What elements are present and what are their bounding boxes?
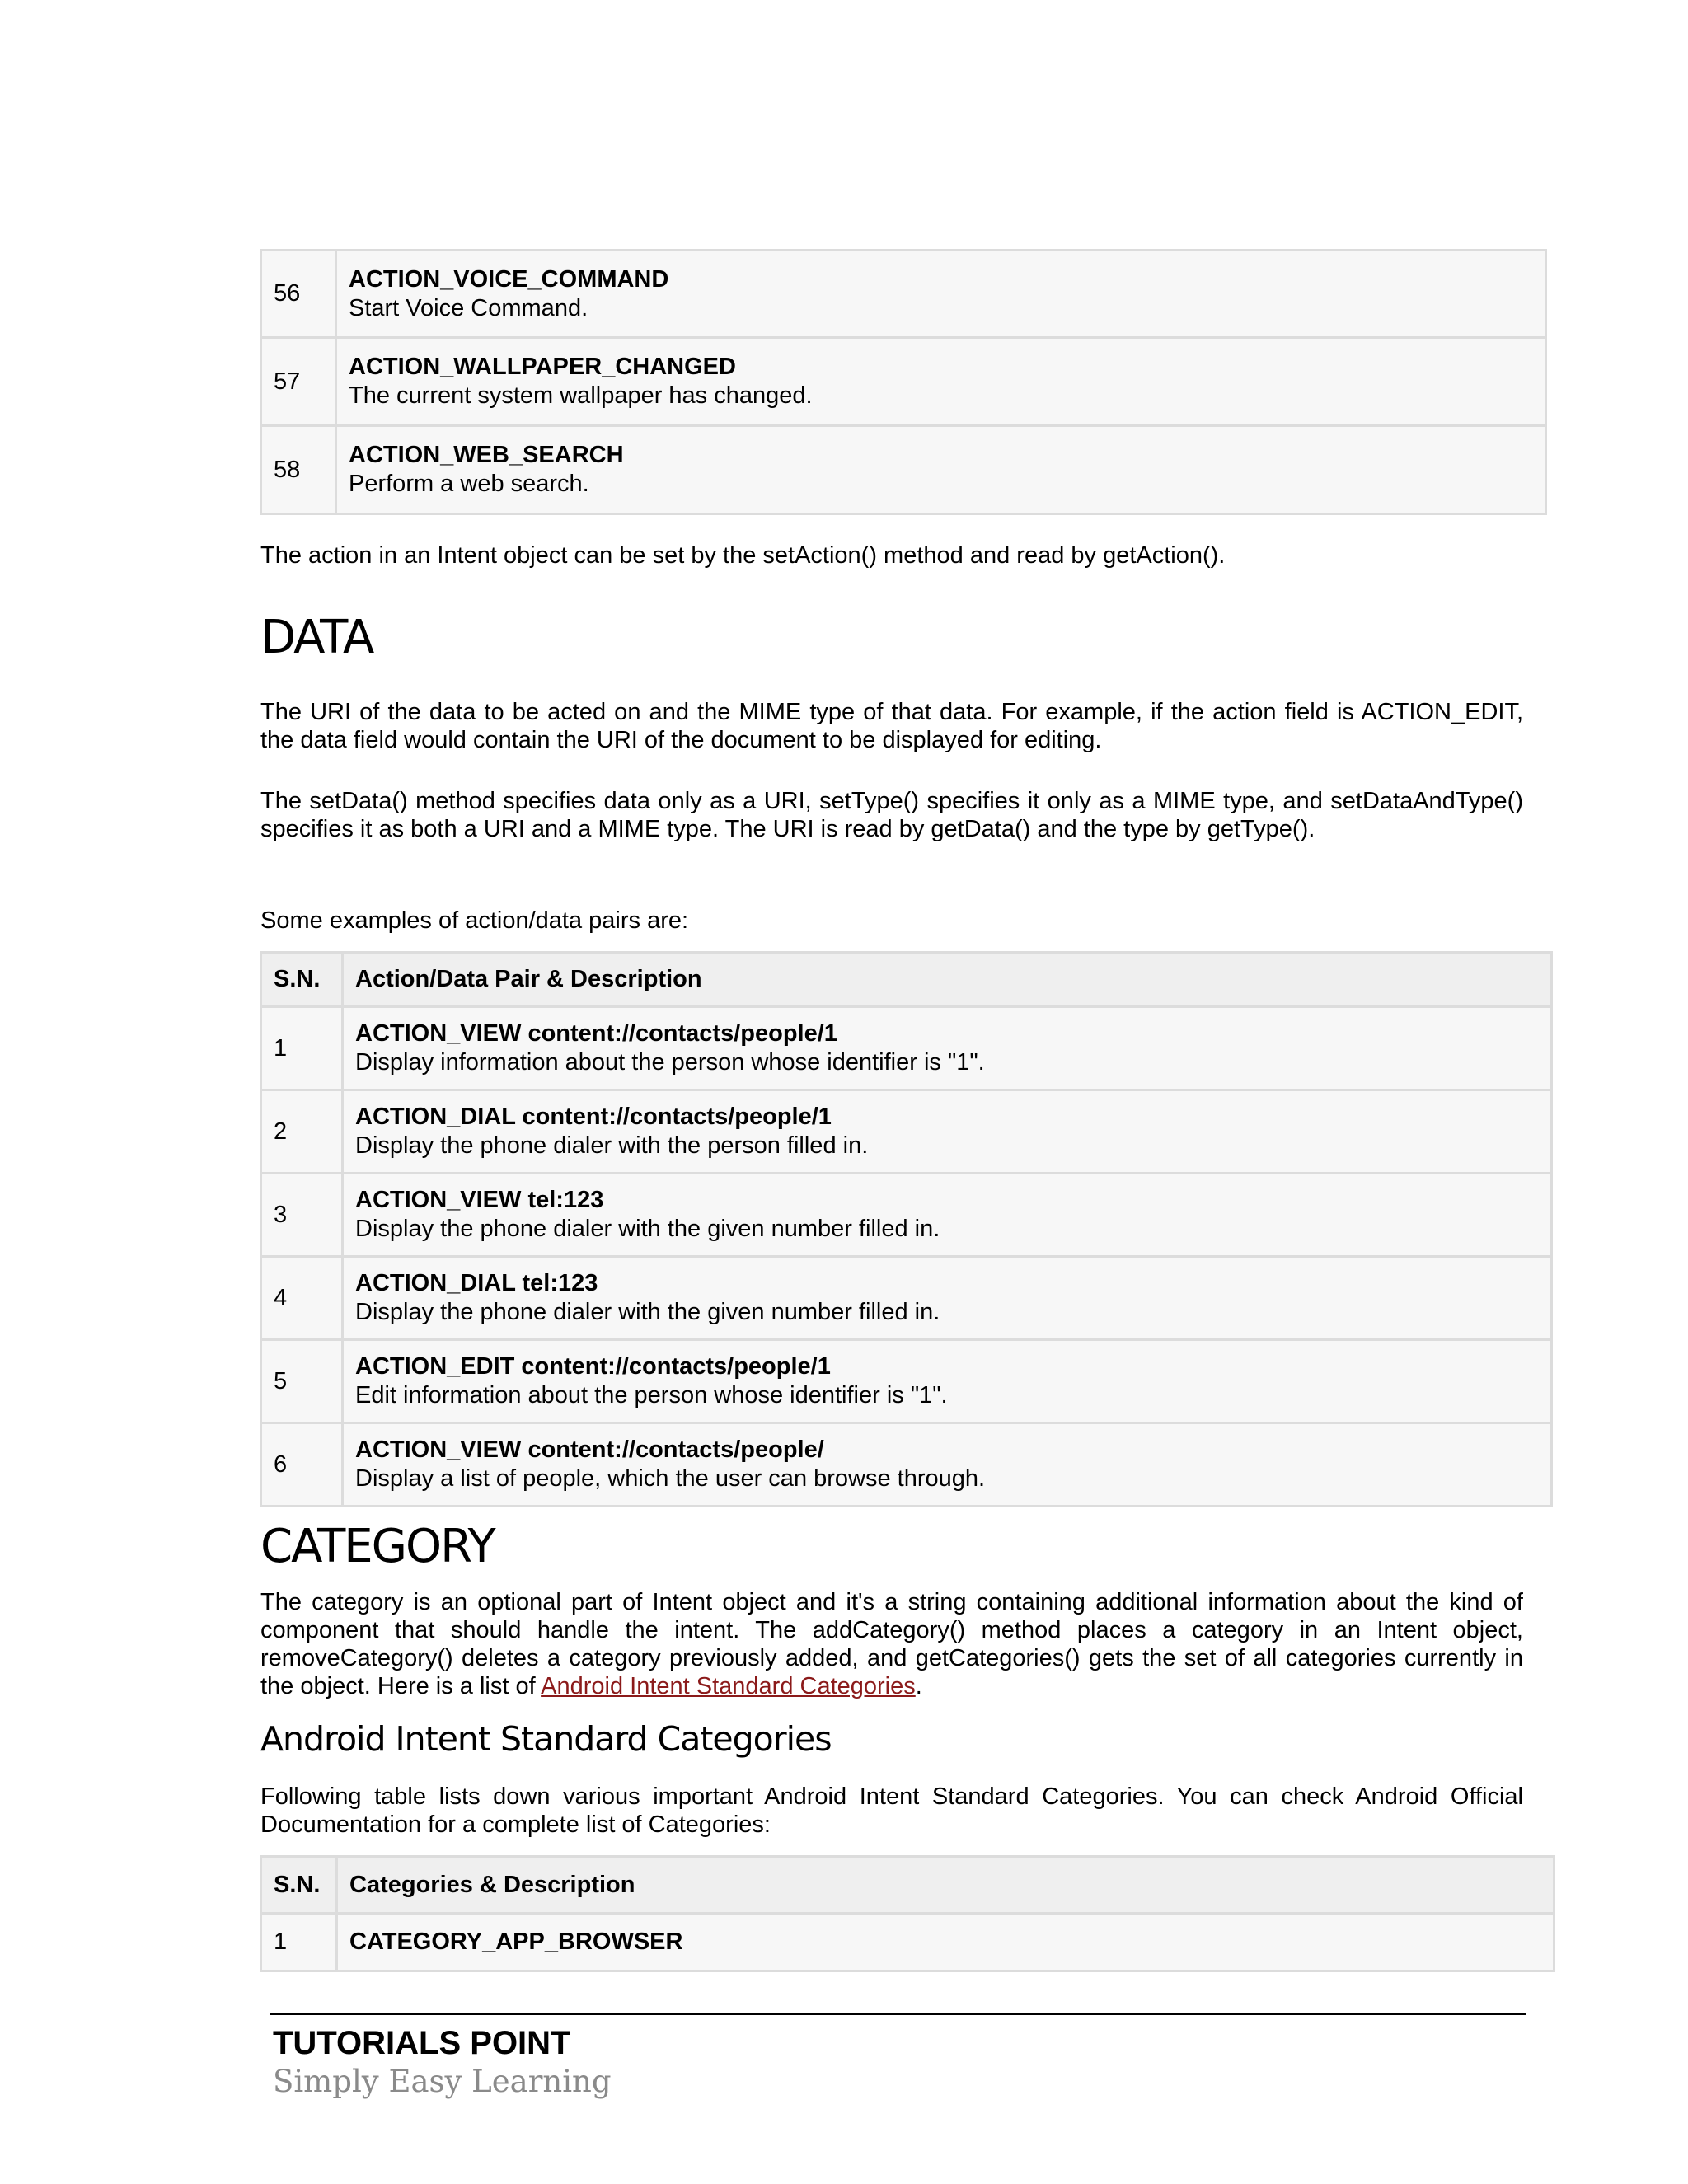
table-row bbox=[261, 1914, 1554, 1971]
actions-table-continued bbox=[260, 249, 1547, 515]
pair-description: Display the phone dialer with the person filled in. bbox=[355, 1132, 869, 1159]
action-note: The action in an Intent object can be set by the setAction() method and read by getAction(). bbox=[260, 542, 1226, 569]
category-text-end: . bbox=[915, 1673, 922, 1699]
category-paragraph bbox=[260, 1588, 1523, 1700]
row-cell bbox=[336, 426, 1546, 514]
row-number: 58 bbox=[261, 426, 336, 514]
pair-name: ACTION_DIAL tel:123 bbox=[355, 1270, 598, 1296]
table-header-row bbox=[261, 1857, 1554, 1914]
footer-brand: TUTORIALS POINT bbox=[273, 2025, 571, 2061]
table-row bbox=[261, 426, 1546, 514]
category-name: CATEGORY_APP_BROWSER bbox=[349, 1929, 683, 1955]
standard-categories-heading: Android Intent Standard Categories bbox=[260, 1719, 832, 1759]
action-description: The current system wallpaper has changed. bbox=[349, 382, 813, 409]
header-description: Categories & Description bbox=[337, 1857, 1554, 1914]
category-text: The category is an optional part of Intent object and it's a string containing additional information about the kind of component that should handle the intent. The addCategory() method places a category in an Intent object, removeCategory() deletes a category previously added, and getCategories() gets the set of all categories currently in the object. Here is a list of bbox=[260, 1589, 1523, 1699]
table-row bbox=[261, 1257, 1552, 1340]
data-paragraph-3: Some examples of action/data pairs are: bbox=[260, 907, 689, 934]
table-row bbox=[261, 1340, 1552, 1423]
table-row bbox=[261, 1174, 1552, 1257]
table-row bbox=[261, 338, 1546, 426]
row-number: 57 bbox=[261, 338, 336, 426]
table-row bbox=[261, 251, 1546, 338]
row-cell bbox=[343, 1340, 1552, 1423]
row-cell bbox=[343, 1007, 1552, 1090]
row-cell bbox=[336, 251, 1546, 338]
table-header-row bbox=[261, 953, 1552, 1007]
table-row bbox=[261, 1423, 1552, 1507]
header-description: Action/Data Pair & Description bbox=[343, 953, 1552, 1007]
standard-categories-intro: Following table lists down various important Android Intent Standard Categories. You can check Android Official Documentation for a complete list of Categories: bbox=[260, 1783, 1523, 1838]
data-paragraph-1: The URI of the data to be acted on and the MIME type of that data. For example, if the action field is ACTION_EDIT, the data field would contain the URI of the document to be displayed for editing. bbox=[260, 699, 1523, 753]
action-name: ACTION_VOICE_COMMAND bbox=[349, 265, 669, 293]
header-sn: S.N. bbox=[261, 1857, 337, 1914]
category-heading: CATEGORY bbox=[260, 1520, 495, 1573]
action-data-pairs-table bbox=[260, 951, 1553, 1507]
row-cell bbox=[343, 1257, 1552, 1340]
action-description: Start Voice Command. bbox=[349, 294, 588, 321]
categories-table bbox=[260, 1855, 1555, 1972]
row-cell bbox=[343, 1090, 1552, 1174]
action-description: Perform a web search. bbox=[349, 471, 589, 497]
pair-description: Display the phone dialer with the given number filled in. bbox=[355, 1216, 940, 1242]
row-cell bbox=[336, 338, 1546, 426]
action-name: ACTION_WALLPAPER_CHANGED bbox=[349, 354, 736, 380]
row-number: 2 bbox=[261, 1090, 343, 1174]
header-sn: S.N. bbox=[261, 953, 343, 1007]
table-row bbox=[261, 1090, 1552, 1174]
pair-description: Display the phone dialer with the given number filled in. bbox=[355, 1299, 940, 1325]
pair-name: ACTION_VIEW content://contacts/people/1 bbox=[355, 1020, 837, 1047]
pair-name: ACTION_DIAL content://contacts/people/1 bbox=[355, 1104, 832, 1130]
row-number: 6 bbox=[261, 1423, 343, 1507]
pair-description: Display information about the person whose identifier is "1". bbox=[355, 1049, 985, 1076]
row-number: 56 bbox=[261, 251, 336, 338]
row-cell bbox=[337, 1914, 1554, 1971]
row-number: 5 bbox=[261, 1340, 343, 1423]
row-number: 4 bbox=[261, 1257, 343, 1340]
table-row bbox=[261, 1007, 1552, 1090]
footer-tagline: Simply Easy Learning bbox=[273, 2064, 612, 2099]
standard-categories-link[interactable]: Android Intent Standard Categories bbox=[541, 1673, 916, 1699]
row-number: 1 bbox=[261, 1914, 337, 1971]
data-paragraph-2: The setData() method specifies data only as a URI, setType() specifies it only as a MIME type, and setDataAndType() specifies it as both a URI and a MIME type. The URI is read by getData() and the type by getType(). bbox=[260, 788, 1523, 842]
pair-description: Edit information about the person whose identifier is "1". bbox=[355, 1382, 948, 1408]
pair-name: ACTION_EDIT content://contacts/people/1 bbox=[355, 1353, 831, 1380]
row-number: 3 bbox=[261, 1174, 343, 1257]
row-number: 1 bbox=[261, 1007, 343, 1090]
row-cell bbox=[343, 1174, 1552, 1257]
row-cell bbox=[343, 1423, 1552, 1507]
pair-description: Display a list of people, which the user can browse through. bbox=[355, 1465, 986, 1492]
pair-name: ACTION_VIEW tel:123 bbox=[355, 1187, 604, 1213]
data-heading: DATA bbox=[260, 611, 373, 664]
action-name: ACTION_WEB_SEARCH bbox=[349, 442, 624, 468]
footer-divider bbox=[270, 2013, 1526, 2015]
pair-name: ACTION_VIEW content://contacts/people/ bbox=[355, 1436, 824, 1463]
